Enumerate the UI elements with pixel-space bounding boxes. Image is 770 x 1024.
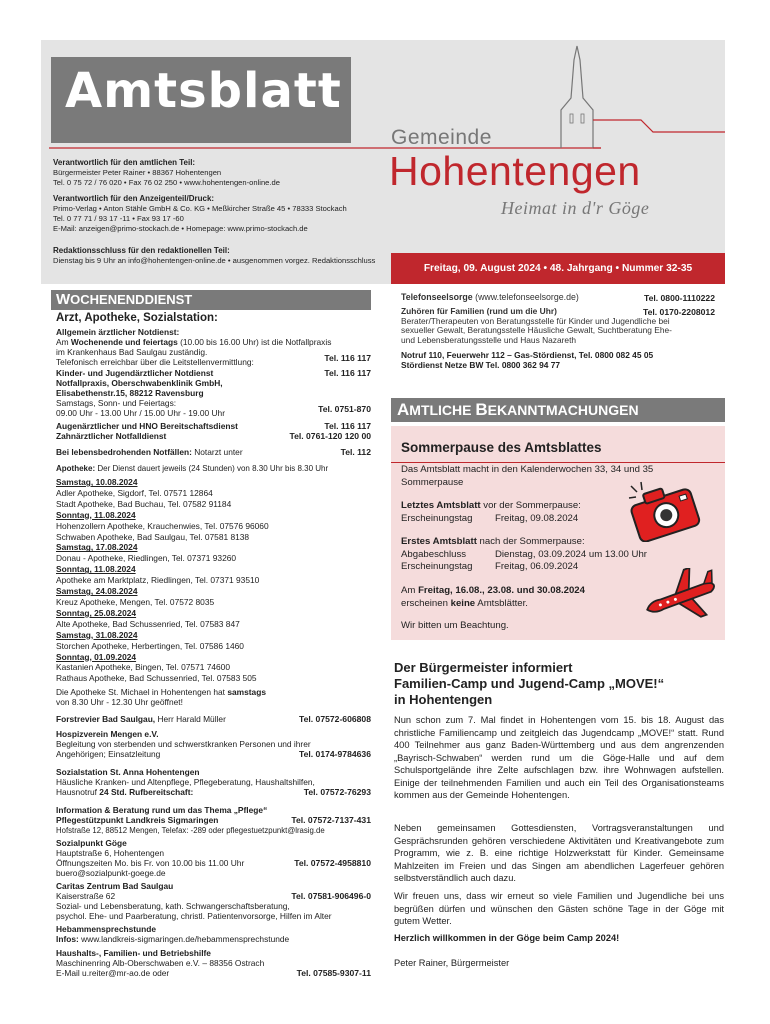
apotheke-date: Sonntag, 25.08.2024 bbox=[56, 607, 137, 618]
text: sexueller Gewalt, Beratungsstelle Häusliche Gewalt, Suchtberatung Ehe- bbox=[401, 325, 672, 336]
section-header-wochenenddienst bbox=[51, 290, 371, 310]
apotheke-list bbox=[56, 477, 356, 684]
phone-number: Tel. 116 117 bbox=[324, 368, 371, 378]
text: Zuhören für Familien (rund um die Uhr) bbox=[401, 306, 557, 316]
am-freitag-block bbox=[401, 585, 585, 610]
apotheke-date: Samstag, 24.08.2024 bbox=[56, 586, 138, 597]
text: Notarzt unter bbox=[191, 447, 243, 457]
caritas-block bbox=[56, 881, 376, 921]
phone-number: Tel. 07581-906496-0 bbox=[291, 891, 371, 901]
imprint-line: Primo-Verlag • Anton Stähle GmbH & Co. KG • Meßkircher Straße 45 • 78333 Stockach bbox=[53, 204, 347, 213]
section-title: MTLICHE bbox=[409, 402, 476, 418]
text: Freitag, 16.08., 23.08. und 30.08.2024 bbox=[418, 585, 585, 596]
text: Notruf 110, Feuerwehr 112 – Gas-Stördienst, Tel. 0800 082 45 05 bbox=[401, 350, 654, 360]
text: Freitag, 06.09.2024 bbox=[495, 561, 579, 572]
apotheke-entry: Kastanien Apotheke, Bingen, Tel. 07571 74600 bbox=[56, 662, 230, 673]
text: Information & Beratung rund um das Thema „Pflege“ bbox=[56, 805, 268, 815]
phone-number: Tel. 07572-4958810 bbox=[294, 858, 371, 868]
text: Der Bürgermeister informiert bbox=[394, 660, 573, 675]
hebamme-block bbox=[56, 924, 376, 944]
apotheke-date: Samstag, 10.08.2024 bbox=[56, 477, 138, 487]
article-paragraph: Herzlich willkommen in der Göge beim Camp 2024! bbox=[394, 933, 620, 943]
apotheke-entry: Hohenzollern Apotheke, Krauchenwies, Tel. 07576 96060 bbox=[56, 520, 269, 531]
text: Hospizverein Mengen e.V. bbox=[56, 729, 159, 739]
article-title bbox=[394, 660, 664, 708]
text: Familien-Camp und Jugend-Camp „MOVE!“ bbox=[394, 676, 665, 691]
text: Stördienst Netze BW Tel. 0800 362 94 77 bbox=[401, 359, 561, 370]
text: Häusliche Kranken- und Altenpflege, Pflegeberatung, Haushaltshilfen, bbox=[56, 777, 315, 787]
text: erscheinen bbox=[401, 597, 451, 609]
text: Sommerpause bbox=[401, 476, 464, 488]
apotheke-date: Sonntag, 01.09.2024 bbox=[56, 651, 137, 662]
phone-number: Tel. 116 117 bbox=[324, 421, 371, 431]
text: Das Amtsblatt macht in den Kalenderwochen 33, 34 und 35 bbox=[401, 464, 654, 475]
text: Öffnungszeiten Mo. bis Fr. von 10.00 bis 11.00 Uhr bbox=[56, 858, 245, 868]
text: Apotheke: bbox=[56, 464, 96, 473]
text: samstags bbox=[227, 687, 266, 697]
text: Maschinenring Alb-Oberschwaben e.V. – 88356 Ostrach bbox=[56, 958, 265, 968]
imprint-line: Tel. 0 77 71 / 93 17 -11 • Fax 93 17 -60 bbox=[53, 214, 184, 223]
apotheke-entry: Apotheke am Marktplatz, Riedlingen, Tel. 07371 93510 bbox=[56, 575, 260, 586]
text: Erstes Amtsblatt bbox=[401, 536, 477, 547]
imprint-line: Tel. 0 75 72 / 76 020 • Fax 76 02 250 • www.hohentengen-online.de bbox=[53, 178, 280, 187]
phone-number: Tel. 0761-120 120 00 bbox=[289, 431, 371, 441]
imprint-line: Bürgermeister Peter Rainer • 88367 Hohentengen bbox=[53, 168, 222, 177]
imprint-line: Dienstag bis 9 Uhr an info@hohentengen-online.de • ausgenommen vorgez. Redaktionsschluss bbox=[53, 256, 376, 265]
text: Sozialstation St. Anna Hohentengen bbox=[56, 767, 200, 777]
gemeinde-label: Gemeinde bbox=[391, 126, 492, 149]
letztes-block bbox=[401, 500, 581, 525]
text: Herr Harald Müller bbox=[155, 714, 226, 724]
apotheke-date: Samstag, 17.08.2024 bbox=[56, 542, 138, 553]
apotheke-entry: Storchen Apotheke, Herbertingen, Tel. 07586 1460 bbox=[56, 640, 244, 651]
forst-line bbox=[56, 714, 226, 724]
apotheke-entry: Alte Apotheke, Bad Schussenried, Tel. 07583 847 bbox=[56, 618, 240, 629]
notice-title: Sommerpause des Amtsblattes bbox=[401, 440, 602, 455]
notdienst-heading: Allgemein ärztlicher Notdienst: bbox=[56, 327, 180, 337]
section-header-bekanntmachungen bbox=[391, 398, 725, 422]
text: in Hohentengen bbox=[394, 692, 493, 707]
apotheke-entry: Adler Apotheke, Sigdorf, Tel. 07571 12864 bbox=[56, 487, 213, 498]
notice-closing: Wir bitten um Beachtung. bbox=[401, 620, 509, 631]
text: und Lebensberatungsstelle und Haus Nazareth bbox=[401, 334, 577, 345]
text: Hauptstraße 6, Hohentengen bbox=[56, 848, 165, 858]
kinder-hours bbox=[56, 398, 225, 418]
imprint-head: Verantwortlich für den amtlichen Teil: bbox=[53, 158, 196, 167]
section-title: OCHENENDDIENST bbox=[70, 292, 193, 307]
text: E-Mail u.reiter@mr-ao.de oder bbox=[56, 968, 170, 978]
apotheke-entry: Donau - Apotheke, Riedlingen, Tel. 07371 93260 bbox=[56, 553, 237, 564]
text: keine bbox=[450, 597, 476, 609]
imprint bbox=[53, 194, 347, 234]
article-paragraph: Nun schon zum 7. Mal findet in Hohentengen vom 15. bis 18. August das christliche Familiencamp und zeitgleich das Jugendcamp „MOVE!“ statt. Rund 400 Teilnehmer aus ganz Baden-Württemberg und aus dem angrenzenden „Bayrisch-Schwaben“ werden rund um die Göge-Halle und auf dem Schulsportgelände ihre Zelte aufschlagen bzw. ihre Wohnwagen aufstellen. Einige der teilnehmenden Familien und auch ein Teil des Organisationsteams kommen aus der Gemeinde Hohentengen. bbox=[394, 715, 724, 800]
text: von 8.30 Uhr - 12.30 Uhr geöffnet! bbox=[56, 697, 183, 707]
text: Kaiserstraße 62 bbox=[56, 891, 116, 901]
notice-intro bbox=[401, 464, 653, 489]
article-paragraph: Wir freuen uns, dass wir erneut so viele Familien und Jugendliche bei uns begrüßen dürfen und wünschen den Gästen schöne Tage in der Göge mit gutem Wetter. bbox=[394, 891, 724, 926]
text: Infos: bbox=[56, 934, 79, 944]
text: vor der Sommerpause: bbox=[480, 500, 581, 511]
telefonseelsorge-line bbox=[401, 293, 579, 303]
text: Forstrevier Bad Saulgau, bbox=[56, 714, 156, 724]
phone-number: Tel. 116 117 bbox=[324, 353, 371, 363]
text: Letztes Amtsblatt bbox=[401, 500, 481, 511]
text: 09.00 Uhr - 13.00 Uhr / 15.00 Uhr - 19.00 Uhr bbox=[56, 408, 225, 418]
phone-number: Tel. 07572-606808 bbox=[299, 714, 371, 724]
imprint bbox=[53, 158, 280, 188]
apotheke-entry: Rathaus Apotheke, Bad Schussenried, Tel. 07583 505 bbox=[56, 673, 257, 684]
text: Hausnotruf bbox=[56, 787, 100, 797]
gemeinde-motto: Heimat in d'r Göge bbox=[501, 198, 650, 218]
text: (10.00 bis 16.00 Uhr) ist die Notfallpraxis bbox=[177, 337, 332, 347]
text: Berater/Therapeuten von Beratungsstelle für Kinder und Jugendliche bei bbox=[401, 315, 670, 326]
text: Hebammensprechstunde bbox=[56, 924, 157, 934]
apotheke-date: Samstag, 31.08.2024 bbox=[56, 629, 138, 640]
text: Sozial- und Lebensberatung, kath. Schwangerschaftsberatung, bbox=[56, 901, 290, 911]
text: Dienstag, 03.09.2024 um 13.00 Uhr bbox=[495, 548, 648, 560]
article-paragraph: Neben gemeinsamen Gottesdiensten, Vortragsveranstaltungen und Gesprächsrunden gehören verschiedene Aktivitäten und Kreativangebote zum Programm, wie z. B. eine richtige Holzwerkstatt für Kinder. Gemeinsame Mahlzeiten im Freien und das Singen am abendlichen Lagerfeuer gehören selbstverständlich auch dazu. bbox=[394, 823, 724, 883]
section-title: EKANNTMACHUNGEN bbox=[487, 402, 639, 418]
text: Elisabethenstr.15, 88212 Ravensburg bbox=[56, 388, 204, 398]
text: (www.telefonseelsorge.de) bbox=[472, 292, 579, 302]
erstes-block bbox=[401, 536, 647, 574]
phone-number: Tel. 0170-2208012 bbox=[643, 307, 715, 317]
text: Am bbox=[401, 585, 419, 596]
text: Zahnärztlicher Notfalldienst bbox=[56, 431, 167, 441]
text: Amtsblätter. bbox=[475, 597, 528, 609]
apotheke-entry: Schwaben Apotheke, Bad Saulgau, Tel. 07581 8138 bbox=[56, 531, 250, 542]
apotheke-date: Sonntag, 11.08.2024 bbox=[56, 564, 136, 575]
text: Angehörigen; Einsatzleitung bbox=[56, 749, 161, 759]
text: Freitag, 09.08.2024 bbox=[495, 512, 579, 524]
imprint-head: Verantwortlich für den Anzeigenteil/Druck: bbox=[53, 194, 215, 203]
phone-number: Tel. 112 bbox=[340, 447, 371, 457]
imprint bbox=[53, 246, 375, 266]
apotheke-note bbox=[56, 687, 366, 707]
apotheke-entry: Kreuz Apotheke, Mengen, Tel. 07572 8035 bbox=[56, 596, 215, 607]
text: Die Apotheke St. Michael in Hohentengen hat bbox=[56, 687, 228, 697]
text: buero@sozialpunkt-goege.de bbox=[56, 868, 166, 878]
text: Begleitung von sterbenden und schwerstkranken Personen und ihrer bbox=[56, 739, 311, 749]
text: Erscheinungstag bbox=[401, 561, 473, 572]
page bbox=[41, 40, 725, 1000]
issue-bar: Freitag, 09. August 2024 • 48. Jahrgang • Nummer 32-35 bbox=[391, 253, 725, 284]
text: Telefonseelsorge bbox=[401, 292, 473, 302]
text: Telefonisch erreichbar über die Leitstellenvermittlung: bbox=[56, 357, 254, 367]
section-cap: B bbox=[475, 400, 488, 419]
text: Wochenende und feiertags bbox=[70, 337, 178, 347]
newsletter-title: Amtsblatt bbox=[65, 63, 342, 119]
text: Samstags, Sonn- und Feiertags: bbox=[56, 398, 177, 408]
camera-icon bbox=[627, 480, 705, 542]
text: Notfallpraxis, Oberschwabenklinik GmbH, bbox=[56, 378, 223, 388]
text: Caritas Zentrum Bad Saulgau bbox=[56, 881, 174, 891]
text: Der Dienst dauert jeweils (24 Stunden) von 8.30 Uhr bis 8.30 Uhr bbox=[95, 464, 329, 473]
kinder-block bbox=[56, 368, 356, 398]
phone-number: Tel. 07572-76293 bbox=[303, 787, 371, 797]
gemeinde-name: Hohentengen bbox=[389, 148, 641, 194]
text: Abgabeschluss bbox=[401, 548, 467, 560]
text: Hofstraße 12, 88512 Mengen, Telefax: -289 oder pflegestuetzpunkt@lrasig.de bbox=[56, 826, 325, 835]
auge-block bbox=[56, 421, 238, 441]
text: Kinder- und Jugendärztlicher Notdienst bbox=[56, 368, 214, 378]
text: www.landkreis-sigmaringen.de/hebammensprechstunde bbox=[78, 934, 290, 944]
lebens-line bbox=[56, 447, 243, 457]
text: Augenärztlicher und HNO Bereitschaftsdienst bbox=[56, 421, 238, 431]
sub-heading: Arzt, Apotheke, Sozialstation: bbox=[56, 312, 218, 324]
text: Am bbox=[56, 337, 71, 347]
text: Erscheinungstag bbox=[401, 512, 473, 524]
text: im Krankenhaus Bad Saulgau zuständig. bbox=[56, 347, 208, 357]
section-cap: A bbox=[397, 400, 410, 419]
airplane-icon bbox=[641, 568, 723, 626]
phone-number: Tel. 07585-9307-11 bbox=[296, 968, 371, 978]
phone-number: Tel. 07572-7137-431 bbox=[291, 815, 371, 825]
text: nach der Sommerpause: bbox=[476, 536, 585, 547]
divider bbox=[391, 462, 725, 463]
apotheke-entry: Stadt Apotheke, Bad Buchau, Tel. 07582 91184 bbox=[56, 498, 232, 509]
apotheke-date: Sonntag, 11.08.2024 bbox=[56, 509, 136, 520]
section-cap: W bbox=[56, 291, 71, 308]
text: Haushalts-, Familien- und Betriebshilfe bbox=[56, 948, 211, 958]
phone-number: Tel. 0800-1110222 bbox=[643, 293, 715, 303]
text: 24 Std. Rufbereitschaft: bbox=[99, 787, 194, 797]
article-signature: Peter Rainer, Bürgermeister bbox=[394, 958, 510, 968]
imprint-line: E-Mail: anzeigen@primo-stockach.de • Homepage: www.primo-stockach.de bbox=[53, 224, 308, 233]
apotheke-intro bbox=[56, 464, 376, 474]
notruf-block bbox=[401, 351, 721, 370]
text: psychol. Ehe- und Paarberatung, christl. Patientenvorsorge, Hilfen im Alter bbox=[56, 911, 332, 921]
text: Sozialpunkt Göge bbox=[56, 838, 127, 848]
phone-numbers bbox=[289, 421, 371, 441]
text: Pflegestützpunkt Landkreis Sigmaringen bbox=[56, 815, 219, 825]
phone-number: Tel. 0174-9784636 bbox=[299, 749, 371, 759]
phone-number: Tel. 0751-870 bbox=[318, 404, 371, 414]
imprint-head: Redaktionsschluss für den redaktionellen Teil: bbox=[53, 246, 230, 255]
text: Bei lebensbedrohenden Notfällen: bbox=[56, 447, 192, 457]
